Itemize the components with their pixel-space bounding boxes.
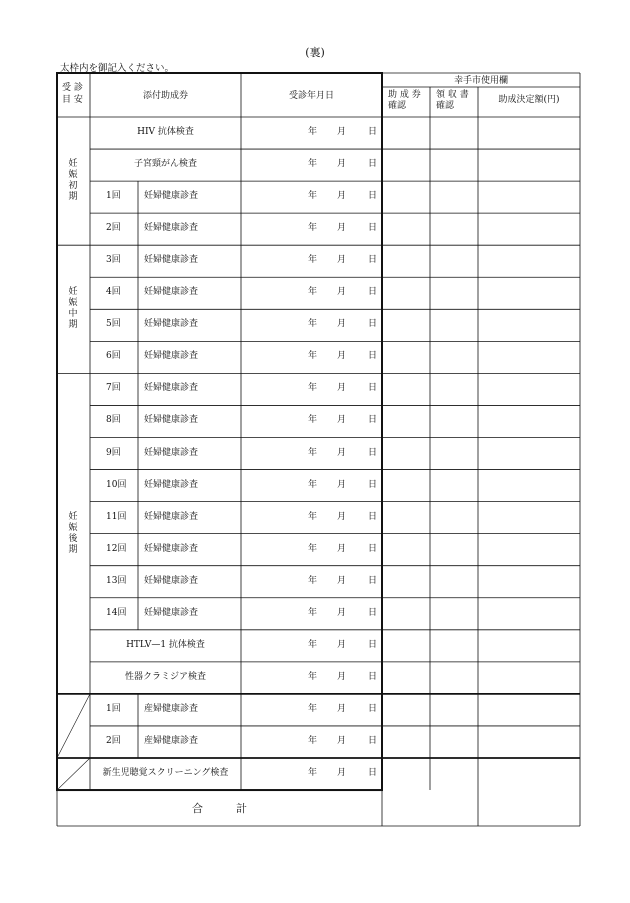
header-voucher: 添付助成券 xyxy=(142,91,188,101)
date-day-unit: 日 xyxy=(368,415,378,426)
date-day-unit: 日 xyxy=(368,319,378,330)
checkup-name: 妊婦健康診査 xyxy=(144,479,199,490)
checkup-name: 妊婦健康診査 xyxy=(144,447,199,458)
date-year-unit: 年 xyxy=(308,671,318,682)
date-month-unit: 月 xyxy=(337,703,347,714)
date-year-unit: 年 xyxy=(308,223,318,234)
date-month-unit: 月 xyxy=(337,415,347,426)
visit-number: 11回 xyxy=(106,511,127,522)
checkup-name: 妊婦健康診査 xyxy=(144,607,199,618)
visit-number: 6回 xyxy=(106,351,121,362)
date-month-unit: 月 xyxy=(337,223,347,234)
date-day-unit: 日 xyxy=(368,479,378,490)
date-day-unit: 日 xyxy=(368,383,378,394)
date-day-unit: 日 xyxy=(368,191,378,202)
date-year-unit: 年 xyxy=(308,191,318,202)
checkup-name: 産婦健康診査 xyxy=(144,703,199,714)
instruction-text: 太枠内を御記入ください。 xyxy=(60,63,175,74)
checkup-name: 妊婦健康診査 xyxy=(144,319,199,330)
date-month-unit: 月 xyxy=(337,639,347,650)
date-month-unit: 月 xyxy=(337,479,347,490)
date-year-unit: 年 xyxy=(308,735,318,746)
date-year-unit: 年 xyxy=(308,287,318,298)
date-month-unit: 月 xyxy=(337,287,347,298)
date-year-unit: 年 xyxy=(308,159,318,170)
checkup-name: 産婦健康診査 xyxy=(144,735,199,746)
date-month-unit: 月 xyxy=(337,671,347,682)
header-receipt-check: 領 収 書 確認 xyxy=(436,90,469,111)
diagonal-slash xyxy=(57,758,90,790)
date-day-unit: 日 xyxy=(368,287,378,298)
date-day-unit: 日 xyxy=(368,575,378,586)
checkup-name: 妊婦健康診査 xyxy=(144,223,199,234)
period-label: 妊 娠 中 期 xyxy=(68,287,78,331)
visit-number: 5回 xyxy=(106,319,121,330)
checkup-name: HIV 抗体検査 xyxy=(137,127,194,138)
period-label: 妊 娠 後 期 xyxy=(68,511,78,555)
date-year-unit: 年 xyxy=(308,127,318,138)
date-year-unit: 年 xyxy=(308,319,318,330)
fill-in-area-frame xyxy=(57,73,382,790)
date-year-unit: 年 xyxy=(308,351,318,362)
date-year-unit: 年 xyxy=(308,639,318,650)
checkup-name: 妊婦健康診査 xyxy=(144,255,199,266)
date-day-unit: 日 xyxy=(368,768,378,779)
date-day-unit: 日 xyxy=(368,159,378,170)
date-month-unit: 月 xyxy=(337,543,347,554)
date-month-unit: 月 xyxy=(337,447,347,458)
checkup-name: 妊婦健康診査 xyxy=(144,383,199,394)
visit-number: 4回 xyxy=(106,287,121,298)
date-year-unit: 年 xyxy=(308,383,318,394)
date-year-unit: 年 xyxy=(308,415,318,426)
checkup-name: 新生児聴覚スクリーニング検査 xyxy=(102,768,229,779)
visit-number: 10回 xyxy=(106,479,127,490)
visit-number: 1回 xyxy=(106,191,121,202)
visit-number: 9回 xyxy=(106,447,121,458)
checkup-name: 性器クラミジア検査 xyxy=(124,671,206,682)
date-year-unit: 年 xyxy=(308,575,318,586)
visit-number: 1回 xyxy=(106,703,121,714)
date-month-unit: 月 xyxy=(337,575,347,586)
visit-number: 2回 xyxy=(106,735,121,746)
date-month-unit: 月 xyxy=(337,255,347,266)
date-month-unit: 月 xyxy=(337,319,347,330)
date-day-unit: 日 xyxy=(368,607,378,618)
date-year-unit: 年 xyxy=(308,511,318,522)
date-day-unit: 日 xyxy=(368,703,378,714)
date-year-unit: 年 xyxy=(308,703,318,714)
date-year-unit: 年 xyxy=(308,543,318,554)
date-year-unit: 年 xyxy=(308,607,318,618)
date-month-unit: 月 xyxy=(337,768,347,779)
date-month-unit: 月 xyxy=(337,511,347,522)
date-day-unit: 日 xyxy=(368,511,378,522)
date-year-unit: 年 xyxy=(308,255,318,266)
total-label: 合 計 xyxy=(192,802,247,816)
visit-number: 3回 xyxy=(106,255,121,266)
date-month-unit: 月 xyxy=(337,735,347,746)
date-day-unit: 日 xyxy=(368,543,378,554)
checkup-name: 妊婦健康診査 xyxy=(144,511,199,522)
date-month-unit: 月 xyxy=(337,127,347,138)
date-day-unit: 日 xyxy=(368,447,378,458)
date-day-unit: 日 xyxy=(368,735,378,746)
date-day-unit: 日 xyxy=(368,127,378,138)
date-month-unit: 月 xyxy=(337,383,347,394)
visit-number: 2回 xyxy=(106,223,121,234)
date-month-unit: 月 xyxy=(337,607,347,618)
visit-number: 8回 xyxy=(106,415,121,426)
checkup-name: 妊婦健康診査 xyxy=(144,575,199,586)
period-label: 妊 娠 初 期 xyxy=(68,159,78,203)
page-side-label: (裏) xyxy=(305,46,325,59)
checkup-name: 妊婦健康診査 xyxy=(144,287,199,298)
date-year-unit: 年 xyxy=(308,768,318,779)
checkup-name: 妊婦健康診査 xyxy=(144,191,199,202)
date-day-unit: 日 xyxy=(368,223,378,234)
header-visit-date: 受診年月日 xyxy=(288,91,334,101)
diagonal-slash xyxy=(57,694,90,758)
checkup-name: 妊婦健康診査 xyxy=(144,543,199,554)
header-city-use: 幸手市使用欄 xyxy=(453,76,508,86)
date-year-unit: 年 xyxy=(308,479,318,490)
header-timing: 受 診 目 安 xyxy=(62,83,83,105)
visit-number: 7回 xyxy=(106,383,121,394)
checkup-name: HTLV—1 抗体検査 xyxy=(126,639,205,650)
checkup-name: 妊婦健康診査 xyxy=(144,415,199,426)
visit-number: 13回 xyxy=(106,575,127,586)
date-month-unit: 月 xyxy=(337,159,347,170)
date-day-unit: 日 xyxy=(368,671,378,682)
date-day-unit: 日 xyxy=(368,639,378,650)
date-day-unit: 日 xyxy=(368,255,378,266)
date-day-unit: 日 xyxy=(368,351,378,362)
header-amount: 助成決定額(円) xyxy=(498,95,560,105)
checkup-name: 妊婦健康診査 xyxy=(144,351,199,362)
date-month-unit: 月 xyxy=(337,351,347,362)
visit-number: 14回 xyxy=(106,607,127,618)
date-year-unit: 年 xyxy=(308,447,318,458)
visit-number: 12回 xyxy=(106,543,127,554)
date-month-unit: 月 xyxy=(337,191,347,202)
header-voucher-check: 助 成 券 確認 xyxy=(388,90,421,111)
checkup-name: 子宮頸がん検査 xyxy=(133,159,197,170)
